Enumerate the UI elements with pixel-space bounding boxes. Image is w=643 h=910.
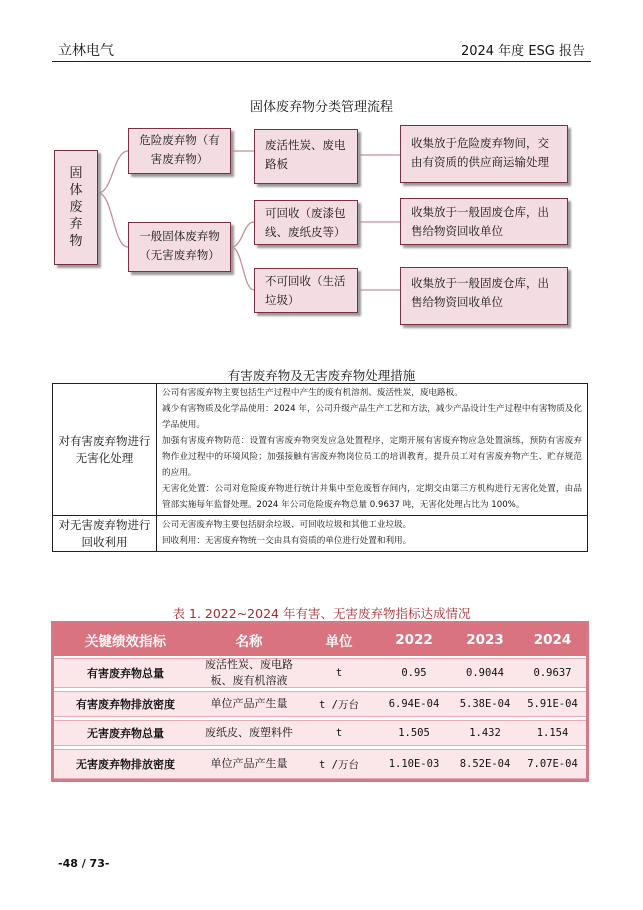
kpi-header-cell: 单位 (325, 634, 353, 650)
kpi-unit: t /万台 (319, 758, 359, 771)
kpi-value-2023: 0.9044 (466, 667, 504, 679)
kpi-header-cell: 名称 (235, 634, 263, 650)
flow-node-action-recyclable (400, 198, 568, 245)
measures-line: 减少有害物质及化学品使用：2024 年，公司升级产品生产工艺和方法，减少产品设计生产过程中有害物质及化学品使用。 (162, 404, 582, 430)
kpi-name: 废活性炭、废电路板、废有机溶液 (205, 658, 293, 687)
measures-table (52, 383, 588, 552)
company-name: 立林电气 (58, 43, 114, 59)
flow-node-hazardous (128, 128, 231, 174)
kpi-value-2022: 1.505 (398, 727, 430, 739)
measures-line: 回收利用：无害废弃物统一交由具有资质的单位进行处置和利用。 (162, 536, 412, 546)
kpi-indicator: 无害废弃物总量 (87, 727, 164, 740)
kpi-value-2023: 5.38E-04 (459, 698, 511, 710)
flow-node-hazardous-items (254, 129, 358, 184)
kpi-header-cell: 关键绩效指标 (85, 634, 166, 650)
measures-line: 公司有害废弃物主要包括生产过程中产生的废有机溶剂、废活性炭，废电路板。 (162, 388, 463, 398)
flow-node-solid-waste (54, 150, 98, 265)
flow-node-recyclable (254, 200, 358, 245)
kpi-unit: t (335, 667, 343, 679)
flow-node-nonrecyclable (254, 268, 358, 313)
measures-content (157, 516, 588, 552)
measures-heading: 对有害废弃物进行无害化处理 (53, 384, 157, 516)
flow-node-general (128, 222, 231, 272)
flow-node-label: 一般固体废弃物（无害废弃物） (139, 229, 220, 262)
kpi-table-title: 表 1. 2022~2024 年有害、无害废弃物指标达成情况 (172, 606, 471, 621)
kpi-value-2022: 0.95 (401, 667, 427, 679)
kpi-value-2023: 1.432 (469, 727, 501, 739)
kpi-row (54, 658, 586, 688)
measures-heading: 对无害废弃物进行回收利用 (53, 516, 157, 552)
kpi-indicator: 有害废弃物总量 (87, 667, 164, 680)
flow-node-label: 收集放于一般固废仓库，出售给物资回收单位 (411, 276, 549, 309)
flow-node-action-nonrecyclable (400, 267, 568, 325)
kpi-header-cell: 2022 (395, 632, 433, 648)
header-divider (52, 61, 591, 62)
measures-line: 加强有害废弃物防范：设置有害废弃物突发应急处置程序，定期开展有害废弃物应急处置演练，预防有害废弃物作业过程中的环境风险；加强接触有害废弃物岗位员工的培训教育，提升员工对有害废弃物产生、贮存规范的应用。 (162, 436, 582, 478)
flow-node-label: 收集放于危险废弃物间，交由有资质的供应商运输处理 (411, 136, 549, 169)
kpi-name: 单位产品产生量 (210, 757, 288, 770)
measures-content (157, 384, 588, 516)
kpi-name: 单位产品产生量 (210, 697, 288, 710)
flow-node-label: 危险废弃物（有害废弃物） (139, 133, 220, 166)
flowchart-title: 固体废弃物分类管理流程 (249, 100, 393, 115)
flow-node-label: 收集放于一般固废仓库，出售给物资回收单位 (411, 205, 549, 238)
kpi-unit: t /万台 (319, 698, 359, 711)
measures-line: 公司无害废弃物主要包括厨余垃圾、可回收垃圾和其他工业垃圾。 (162, 520, 412, 530)
measures-line: 无害化处置：公司对危险废弃物进行统计并集中至危废暂存间内，定期交由第三方机构进行无害化处置，由品管部实施每年监督处理。2024 年公司危险废弃物总量 0.9637 吨，无害化处理占比为 100%。 (162, 484, 582, 510)
kpi-table (51, 621, 589, 782)
kpi-value-2023: 8.52E-04 (459, 758, 511, 770)
kpi-row (54, 691, 586, 717)
kpi-header-cell: 2024 (533, 632, 572, 648)
flow-node-label: 废活性炭、废电路板 (265, 138, 346, 171)
measures-row-nonhazardous (53, 516, 588, 552)
flow-node-label: 不可回收（生活垃圾） (265, 274, 346, 307)
kpi-value-2024: 5.91E-04 (527, 698, 578, 710)
kpi-indicator: 无害废弃物排放密度 (76, 758, 175, 771)
kpi-indicator: 有害废弃物排放密度 (76, 698, 175, 711)
kpi-value-2024: 7.07E-04 (527, 758, 578, 770)
measures-title: 有害废弃物及无害废弃物处理措施 (227, 368, 416, 383)
kpi-value-2022: 1.10E-03 (388, 758, 440, 770)
kpi-row (54, 720, 586, 746)
kpi-value-2024: 1.154 (536, 727, 569, 739)
page-number: -48 / 73- (58, 857, 110, 870)
flow-node-action-hazardous (400, 125, 568, 183)
kpi-value-2022: 6.94E-04 (388, 698, 440, 710)
kpi-name: 废纸皮、废塑料件 (205, 726, 293, 739)
kpi-value-2024: 0.9637 (533, 667, 572, 679)
kpi-row (54, 749, 586, 779)
kpi-unit: t (335, 727, 343, 739)
kpi-header-cell: 2023 (466, 632, 504, 648)
flow-node-label: 固体废弃物 (69, 166, 83, 249)
kpi-header-row (54, 624, 586, 656)
flow-node-label: 可回收（废漆包线、废纸皮等） (265, 206, 346, 239)
measures-row-hazardous (53, 384, 588, 516)
report-title: 2024 年度 ESG 报告 (460, 44, 585, 59)
